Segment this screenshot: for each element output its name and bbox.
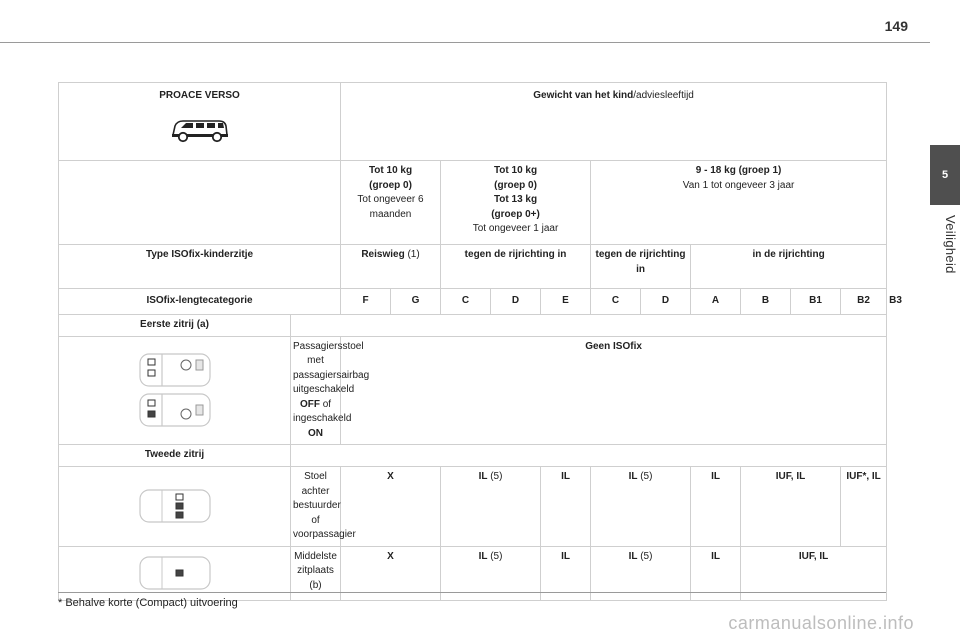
group-1-cell: [591, 161, 887, 245]
category-cell: G: [391, 289, 441, 315]
isofix-table: PROACE VERSO Gewicht van het kind/adviesleeftijd Tot 10 kg (groep 0) Tot ongeveer 6 maanden Tot 10 kg (groep 0) Tot 13 kg (groep 0+) Tot ongeveer 1 jaar 9 - 18 kg (groep 1) Van 1 tot ongeveer 3 jaar Type ISOfix-kinderzitje Reiswieg (1) tegen de rijrichting in tegen de rijrichting in in de rijrichting ISOfix-lengtecategorie F G C D E C D A B B1 B2 B3 Eerste zitrij (a) Passagiersstoel met passagiersairbag uitgeschakeld OFF of ingeschakeld ON Geen ISOfix Tweede zitrij Stoel achter bestuurder of voorpassagier X IL (5) IL IL (5) IL IUF, IL IUF*, IL Middelste zitplaats (b) X IL (5) IL IL (5) IL IUF, IL: [58, 82, 887, 601]
rating-cell: IL: [691, 467, 741, 547]
footnote-divider: [58, 592, 886, 593]
first-row-diagram-cell: [59, 336, 291, 445]
watermark: carmanualsonline.info: [728, 613, 914, 633]
type-reiswieg-note: (1): [404, 249, 420, 260]
type-rear-facing-2: tegen de rijrichting in: [591, 245, 691, 289]
group-0-weight: Tot 10 kg: [368, 165, 413, 176]
category-cell: F: [341, 289, 391, 315]
rating-cell: IL: [691, 546, 741, 600]
airbag-off-label: OFF: [299, 398, 320, 410]
group-0-age: Tot ongeveer 6 maanden: [357, 194, 424, 220]
rating-value: IL: [478, 550, 488, 562]
second-row-seat-desc: Stoel achter bestuurder of voorpassagier: [291, 467, 341, 547]
category-cell: C: [441, 289, 491, 315]
rear-outer-seat-diagram-icon: [136, 487, 214, 525]
front-seat-diagram-icon: [136, 350, 214, 430]
second-row-spacer: [291, 445, 887, 467]
type-rear-facing: tegen de rijrichting in: [441, 245, 591, 289]
type-label: Type ISOfix-kinderzitje: [59, 245, 341, 289]
group-0plus-cell: [441, 161, 591, 245]
rating-note: (5): [637, 471, 653, 482]
type-forward: in de rijrichting: [691, 245, 887, 289]
footnote: * Behalve korte (Compact) uitvoering: [58, 597, 238, 609]
chapter-tab[interactable]: 5: [930, 145, 960, 205]
group-0plus-weight-a: Tot 10 kg: [493, 165, 538, 176]
group-0plus-name-a: (groep 0): [494, 179, 537, 191]
category-cell: B2: [841, 289, 887, 315]
first-row-label: Eerste zitrij (a): [59, 314, 291, 336]
category-cell: A: [691, 289, 741, 315]
category-cell: B1: [791, 289, 841, 315]
rating-note: (5): [637, 550, 653, 562]
rating-cell: IL: [541, 546, 591, 600]
first-row-value: Geen ISOfix: [341, 336, 887, 445]
first-row-spacer: [291, 314, 887, 336]
type-reiswieg-label: Reiswieg: [361, 249, 405, 260]
chapter-label: Veiligheid: [943, 215, 958, 274]
weight-header-bold: Gewicht van het kind: [533, 90, 634, 101]
rating-cell: IUF*, IL: [841, 467, 887, 547]
group-1-weight: 9 - 18 kg (groep 1): [695, 165, 782, 176]
model-name: PROACE VERSO: [159, 90, 240, 101]
rating-value: IL: [628, 550, 638, 562]
first-row-seat-text: Passagiersstoel met passagiersairbag uitgeschakeld: [293, 340, 370, 395]
rating-note: (5): [487, 471, 503, 482]
rating-value: IL: [478, 471, 488, 482]
category-cell: D: [641, 289, 691, 315]
group-1-age: Van 1 tot ongeveer 3 jaar: [682, 179, 795, 191]
airbag-on-label: ON: [308, 427, 323, 439]
group-0plus-name-b: (groep 0+): [491, 208, 540, 220]
first-row-seat-mid: of ingeschakeld: [293, 398, 352, 424]
second-row-label: Tweede zitrij: [59, 445, 291, 467]
first-row-seat-desc: [291, 336, 370, 445]
rating-cell: IUF, IL: [741, 546, 887, 600]
weight-header-rest: /adviesleeftijd: [633, 90, 694, 101]
rating-cell: IL: [541, 467, 591, 547]
category-cell: B: [741, 289, 791, 315]
group-empty-cell: [59, 161, 341, 245]
category-cell: E: [541, 289, 591, 315]
weight-header: [341, 83, 887, 161]
top-divider: [0, 42, 930, 43]
rear-middle-seat-diagram-icon: [136, 554, 214, 592]
rating-value: IL: [628, 471, 638, 482]
category-cell: C: [591, 289, 641, 315]
rating-cell: [441, 467, 541, 547]
van-icon: [169, 116, 231, 144]
category-label: ISOfix-lengtecategorie: [59, 289, 341, 315]
group-0-name: (groep 0): [369, 179, 412, 191]
page-number: 149: [884, 18, 908, 34]
group-0plus-age: Tot ongeveer 1 jaar: [472, 223, 559, 234]
rating-cell: IUF, IL: [741, 467, 841, 547]
rating-cell: [591, 467, 691, 547]
second-row-seat-desc: Middelste zitplaats (b): [291, 546, 341, 600]
category-cell: D: [491, 289, 541, 315]
type-reiswieg: [341, 245, 441, 289]
group-0-cell: [341, 161, 441, 245]
second-row-diagram-cell: [59, 467, 291, 547]
rating-cell: X: [341, 546, 441, 600]
group-0plus-weight-b: Tot 13 kg: [493, 194, 538, 205]
model-header: [59, 83, 341, 161]
rating-note: (5): [487, 550, 503, 562]
rating-cell: X: [341, 467, 441, 547]
